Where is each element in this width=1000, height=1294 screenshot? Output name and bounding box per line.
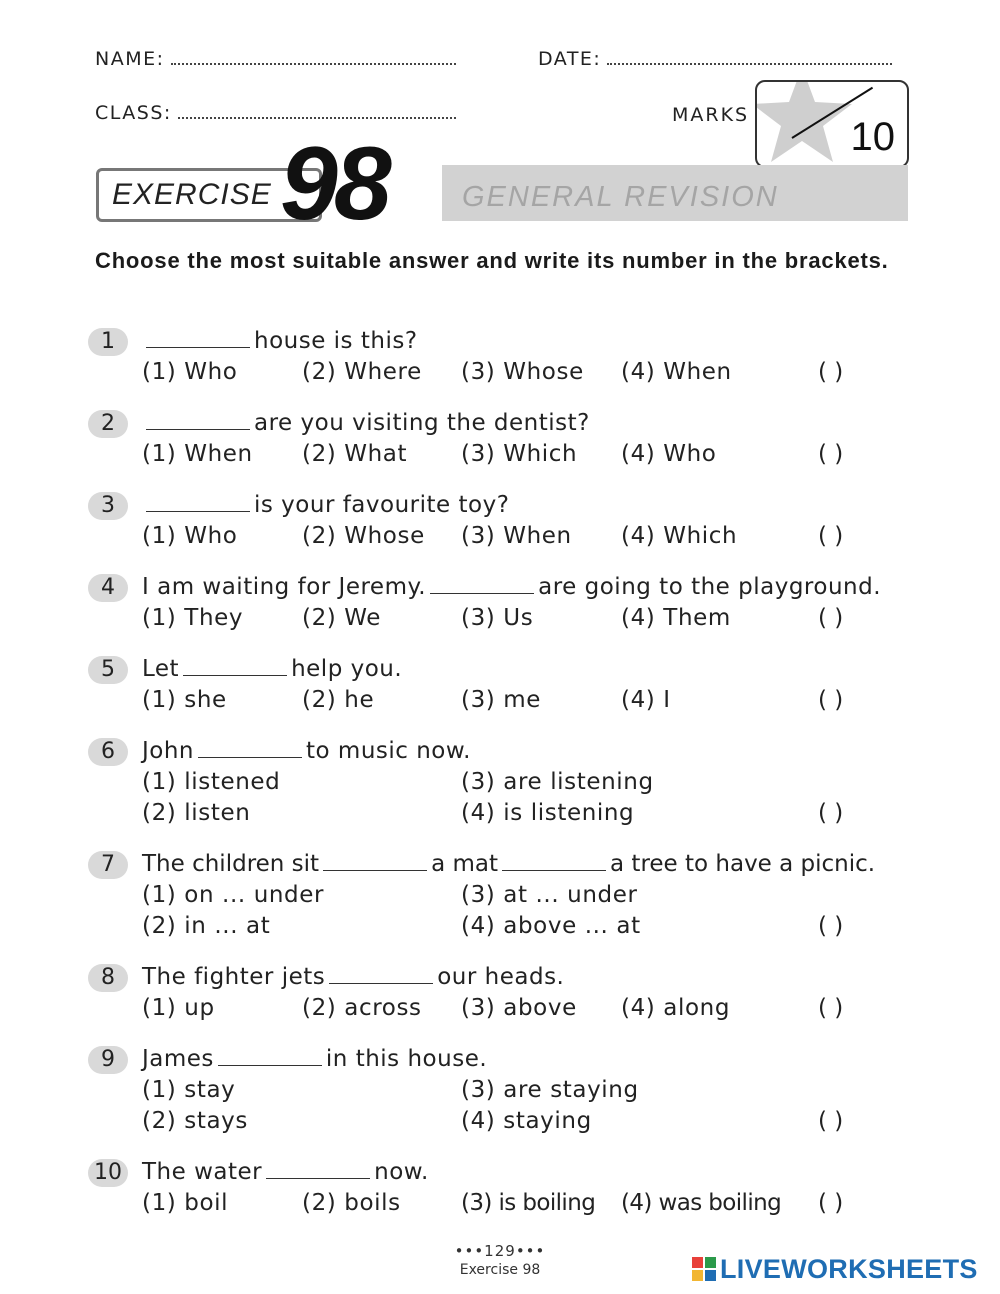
question-text-middle: a mat bbox=[431, 851, 499, 877]
option-4: (4) I bbox=[621, 687, 671, 713]
option-3: (3) Whose bbox=[461, 359, 584, 385]
answer-blank[interactable] bbox=[218, 1047, 322, 1066]
question-number: 7 bbox=[88, 851, 128, 879]
name-dotted-line[interactable] bbox=[171, 49, 456, 65]
answer-blank[interactable] bbox=[146, 493, 250, 512]
question-number: 6 bbox=[88, 738, 128, 766]
class-label: CLASS: bbox=[95, 102, 172, 124]
date-dotted-line[interactable] bbox=[607, 49, 892, 65]
answer-blank[interactable] bbox=[430, 575, 534, 594]
answer-bracket[interactable]: ( ) bbox=[818, 605, 844, 631]
option-4: (4) Them bbox=[621, 605, 731, 631]
question-text-after: are going to the playground. bbox=[538, 574, 882, 600]
option-3: (3) Which bbox=[461, 441, 578, 467]
option-2: (2) listen bbox=[142, 800, 251, 826]
answer-bracket[interactable]: ( ) bbox=[818, 523, 844, 549]
option-4: (4) When bbox=[621, 359, 732, 385]
question-text-after: are you visiting the dentist? bbox=[254, 410, 590, 436]
answer-bracket[interactable]: ( ) bbox=[818, 800, 844, 826]
answer-bracket[interactable]: ( ) bbox=[818, 441, 844, 467]
answer-blank[interactable] bbox=[198, 739, 302, 758]
option-3: (3) are listening bbox=[461, 769, 654, 795]
question-text-after: house is this? bbox=[254, 328, 418, 354]
name-label: NAME: bbox=[95, 48, 165, 70]
question-number: 10 bbox=[88, 1159, 128, 1187]
option-1: (1) listened bbox=[142, 769, 281, 795]
question-number: 1 bbox=[88, 328, 128, 356]
brand-name: LIVEWORKSHEETS bbox=[720, 1254, 978, 1284]
answer-bracket[interactable]: ( ) bbox=[818, 995, 844, 1021]
question-text bbox=[142, 656, 402, 682]
option-4: (4) above ... at bbox=[461, 913, 641, 939]
option-4: (4) is listening bbox=[461, 800, 635, 826]
question-text bbox=[142, 1046, 487, 1072]
question-text bbox=[142, 492, 509, 518]
class-dotted-line[interactable] bbox=[178, 103, 456, 119]
option-3: (3) at ... under bbox=[461, 882, 638, 908]
option-4: (4) staying bbox=[461, 1108, 592, 1134]
question-text bbox=[142, 851, 875, 877]
liveworksheets-logo-icon bbox=[692, 1257, 716, 1281]
option-1: (1) Who bbox=[142, 359, 238, 385]
option-3: (3) When bbox=[461, 523, 572, 549]
question-number: 3 bbox=[88, 492, 128, 520]
answer-blank[interactable] bbox=[183, 657, 287, 676]
option-3: (3) me bbox=[461, 687, 542, 713]
question-text bbox=[142, 328, 418, 354]
name-field[interactable] bbox=[95, 48, 456, 70]
question-text-after: our heads. bbox=[437, 964, 565, 990]
option-2: (2) Whose bbox=[302, 523, 425, 549]
exercise-number: 98 bbox=[280, 126, 388, 242]
footer-exercise-label: Exercise 98 bbox=[459, 1262, 541, 1278]
question-number: 5 bbox=[88, 656, 128, 684]
question-text-before: James bbox=[142, 1046, 214, 1072]
question-text-before: Let bbox=[142, 656, 180, 682]
option-3: (3) are staying bbox=[461, 1077, 639, 1103]
star-icon bbox=[755, 80, 857, 168]
date-field[interactable] bbox=[538, 48, 892, 70]
option-3: (3) Us bbox=[461, 605, 534, 631]
option-1: (1) stay bbox=[142, 1077, 236, 1103]
topic-title: GENERAL REVISION bbox=[462, 181, 779, 213]
option-2: (2) Where bbox=[302, 359, 422, 385]
answer-blank-2[interactable] bbox=[502, 852, 606, 871]
question-text bbox=[142, 738, 471, 764]
option-4: (4) Which bbox=[621, 523, 738, 549]
answer-blank[interactable] bbox=[329, 965, 433, 984]
option-2: (2) What bbox=[302, 441, 408, 467]
option-4: (4) Who bbox=[621, 441, 717, 467]
exercise-word: EXERCISE bbox=[112, 178, 272, 211]
question-text-before: The water bbox=[142, 1159, 263, 1185]
option-3: (3) is boiling bbox=[461, 1190, 596, 1216]
question-text bbox=[142, 574, 881, 600]
option-1: (1) she bbox=[142, 687, 227, 713]
page-number: •••129••• bbox=[454, 1242, 546, 1260]
option-2: (2) boils bbox=[302, 1190, 401, 1216]
question-number: 8 bbox=[88, 964, 128, 992]
answer-blank[interactable] bbox=[323, 852, 427, 871]
option-1: (1) up bbox=[142, 995, 215, 1021]
answer-bracket[interactable]: ( ) bbox=[818, 1190, 844, 1216]
question-text-after: a tree to have a picnic. bbox=[610, 851, 876, 877]
answer-blank[interactable] bbox=[266, 1160, 370, 1179]
marks-box[interactable] bbox=[755, 80, 909, 168]
answer-blank[interactable] bbox=[146, 411, 250, 430]
option-2: (2) he bbox=[302, 687, 375, 713]
answer-blank[interactable] bbox=[146, 329, 250, 348]
option-2: (2) We bbox=[302, 605, 382, 631]
option-2: (2) across bbox=[302, 995, 422, 1021]
option-3: (3) above bbox=[461, 995, 577, 1021]
question-number: 4 bbox=[88, 574, 128, 602]
option-1: (1) on ... under bbox=[142, 882, 325, 908]
option-4: (4) along bbox=[621, 995, 731, 1021]
answer-bracket[interactable]: ( ) bbox=[818, 913, 844, 939]
question-text bbox=[142, 964, 564, 990]
answer-bracket[interactable]: ( ) bbox=[818, 359, 844, 385]
class-field[interactable] bbox=[95, 102, 456, 124]
option-2: (2) stays bbox=[142, 1108, 248, 1134]
question-text-before: I am waiting for Jeremy. bbox=[142, 574, 427, 600]
question-text-after: to music now. bbox=[306, 738, 471, 764]
answer-bracket[interactable]: ( ) bbox=[818, 687, 844, 713]
marks-label: MARKS bbox=[672, 104, 750, 126]
option-1: (1) When bbox=[142, 441, 253, 467]
question-text-after: help you. bbox=[291, 656, 403, 682]
question-number: 2 bbox=[88, 410, 128, 438]
option-2: (2) in ... at bbox=[142, 913, 271, 939]
answer-bracket[interactable]: ( ) bbox=[818, 1108, 844, 1134]
marks-total: 10 bbox=[850, 115, 895, 159]
question-text-before: John bbox=[142, 738, 195, 764]
question-text-after: now. bbox=[374, 1159, 429, 1185]
question-text bbox=[142, 410, 590, 436]
option-4: (4) was boiling bbox=[621, 1190, 782, 1216]
question-text bbox=[142, 1159, 429, 1185]
question-number: 9 bbox=[88, 1046, 128, 1074]
option-1: (1) They bbox=[142, 605, 244, 631]
option-1: (1) Who bbox=[142, 523, 238, 549]
option-1: (1) boil bbox=[142, 1190, 229, 1216]
question-text-before: The children sit bbox=[142, 851, 320, 877]
question-text-after: in this house. bbox=[325, 1046, 488, 1072]
instruction-text: Choose the most suitable answer and write its number in the brackets. bbox=[95, 248, 889, 273]
question-text-after: is your favourite toy? bbox=[254, 492, 510, 518]
date-label: DATE: bbox=[538, 48, 602, 70]
question-text-before: The fighter jets bbox=[142, 964, 326, 990]
